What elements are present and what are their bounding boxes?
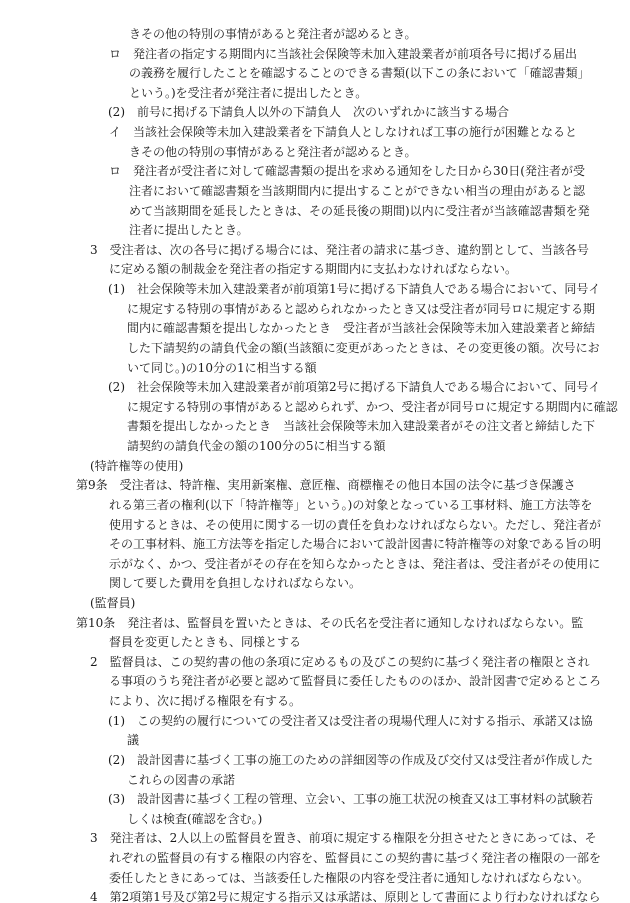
text-line: 3 発注者は、2人以上の監督員を置き、前項に規定する権限を分担させたときにあっては、そ <box>90 831 597 846</box>
text-line: めて当該期間を延長したときは、その延長後の期間)以内に受注者が当該確認書類を発 <box>129 203 590 218</box>
text-line: した下請契約の請負代金の額(当該額に変更があったときは、その変更後の額。次号にお <box>127 340 600 355</box>
text-line: ロ 発注者が受注者に対して確認書類の提出を求める通知をした日から30日(発注者が受 <box>109 164 585 179</box>
text-line: きその他の特別の事情があると発注者が認めるとき。 <box>129 27 417 41</box>
text-line: れる第三者の権利(以下「特許権等」という。)の対象となっている工事材料、施工方法等を <box>109 497 593 512</box>
text-line: に定める額の制裁金を発注者の指定する期間内に支払わなければならない。 <box>109 262 518 277</box>
text-line: ロ 発注者の指定する期間内に当該社会保険等未加入建設業者が前項各号に掲げる届出 <box>109 46 578 61</box>
text-line: これらの図書の承諾 <box>127 772 236 787</box>
text-line: (2) 設計図書に基づく工事の施工のための詳細図等の作成及び交付又は受注者が作成した <box>108 752 594 767</box>
text-line: 間内に確認書類を提出しなかったとき 受注者が当該社会保険等未加入建設業者と締結 <box>127 321 596 336</box>
text-line: しくは検査(確認を含む。) <box>127 811 263 826</box>
text-line: (特許権等の使用) <box>90 458 184 473</box>
text-line: 督員を変更したときも、同様とする <box>109 635 302 650</box>
text-line: 注者に提出したとき。 <box>129 223 249 238</box>
text-line: れぞれの監督員の有する権限の内容を、監督員にこの契約書に基づく発注者の権限の一部を <box>109 851 602 866</box>
text-line: 2 監督員は、この契約書の他の条項に定めるもの及びこの契約に基づく発注者の権限とされ <box>90 654 590 669</box>
text-line: きその他の特別の事情があると発注者が認めるとき。 <box>129 144 417 159</box>
text-line: 注者において確認書類を当該期間内に提出することができない相当の理由があると認 <box>129 183 586 198</box>
text-line: により、次に掲げる権限を有する。 <box>109 694 302 709</box>
text-line: (2) 前号に掲げる下請負人以外の下請負人 次のいずれかに該当する場合 <box>108 105 510 120</box>
text-line: 議 <box>127 733 140 748</box>
text-line: に規定する特別の事情があると認められず、かつ、受注者が同号ロに規定する期間内に確認 <box>127 399 618 414</box>
text-line: (1) この契約の履行についての受注者又は受注者の現場代理人に対する指示、承諾又は協 <box>108 713 593 728</box>
text-line: (3) 設計図書に基づく工程の管理、立会い、工事の施工状況の検査又は工事材料の試験若 <box>108 792 594 807</box>
text-line: (1) 社会保険等未加入建設業者が前項第1号に掲げる下請負人である場合において、同号イ <box>108 282 601 297</box>
text-line: (2) 社会保険等未加入建設業者が前項第2号に掲げる下請負人である場合において、同号イ <box>108 380 601 395</box>
text-line: に規定する特別の事情があると認められなかったとき又は受注者が同号ロに規定する期 <box>127 301 596 316</box>
text-line: る事項のうち発注者が必要と認めて監督員に委任したもののほか、設計図書で定めるところ <box>109 674 602 689</box>
text-line: 関して要した費用を負担しなければならない。 <box>109 576 362 591</box>
text-line: という。)を受注者が発注者に提出したとき。 <box>129 85 368 100</box>
text-line: 第9条 受注者は、特許権、実用新案権、意匠権、商標権その他日本国の法令に基づき保護さ <box>76 478 576 493</box>
text-line: 書類を提出しなかったとき 当該社会保険等未加入建設業者がその注文者と締結した下 <box>127 419 596 434</box>
text-line: 第10条 発注者は、監督員を置いたときは、その氏名を受注者に通知しなければならない。監 <box>76 615 584 630</box>
text-line: 委任したときにあっては、当該委任した権限の内容を受注者に通知しなければならない。 <box>109 870 589 885</box>
text-line: (監督員) <box>90 595 136 610</box>
text-line: 4 第2項第1号及び第2号に規定する指示又は承諾は、原則として書面により行わなければなら <box>90 890 601 903</box>
text-line: 示がなく、かつ、受注者がその存在を知らなかったときは、発注者は、受注者がその使用に <box>109 556 601 571</box>
text-line: 請契約の請負代金の額の100分の5に相当する額 <box>127 439 386 454</box>
text-line: いて同じ。)の10分の1に相当する額 <box>127 360 317 375</box>
text-line: 3 受注者は、次の各号に掲げる場合には、発注者の請求に基づき、違約罰として、当該各号 <box>90 242 589 257</box>
text-line: 使用するときは、その使用に関する一切の責任を負わなければならない。ただし、発注者が <box>109 517 602 532</box>
text-line: その工事材料、施工方法等を指定した場合において設計図書に特許権等の対象である旨の明 <box>109 537 602 552</box>
text-line: イ 当該社会保険等未加入建設業者を下請負人としなければ工事の施行が困難となると <box>109 125 578 140</box>
text-line: の義務を履行したことを確認することのできる書類(以下この条において「確認書類」 <box>129 66 590 81</box>
